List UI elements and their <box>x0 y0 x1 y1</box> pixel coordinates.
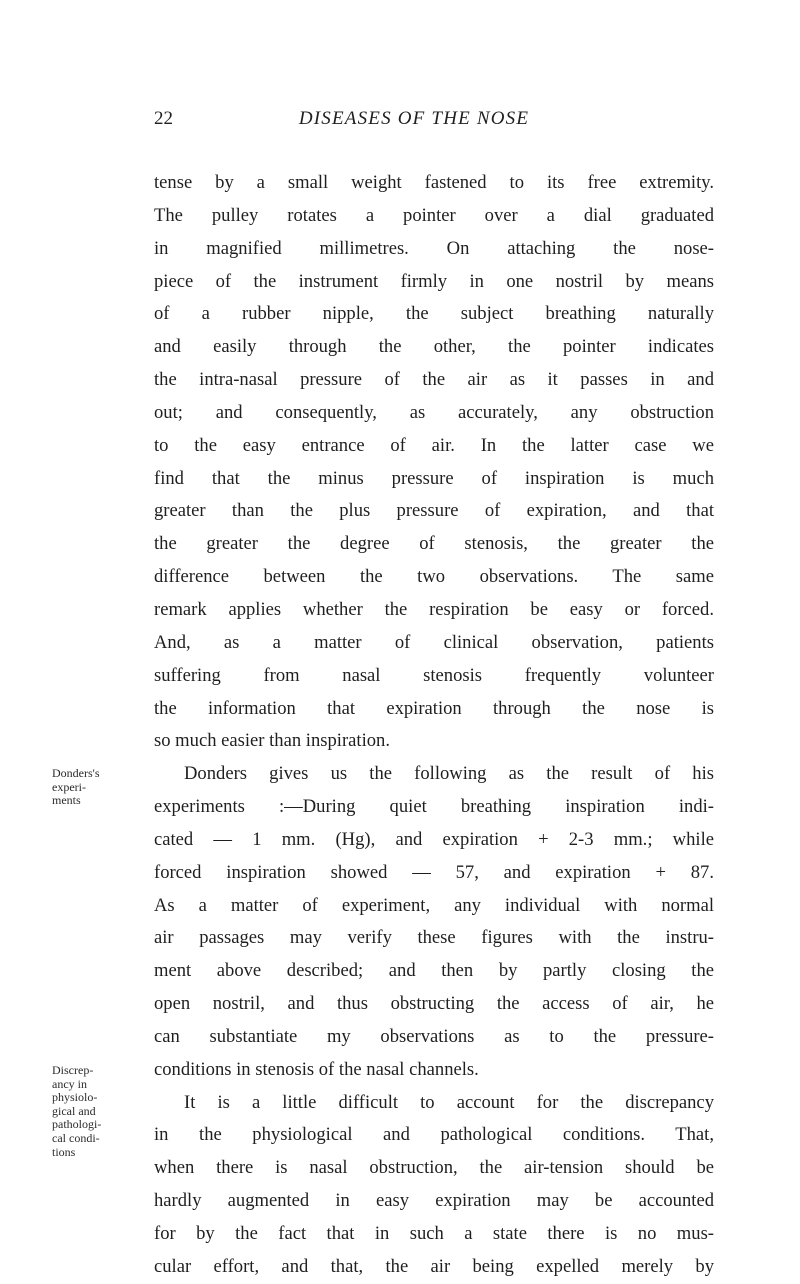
text-line: difference between the two observations. The same <box>154 566 714 588</box>
text-line: the intra-nasal pressure of the air as it passes in and <box>154 369 714 391</box>
text-line: so much easier than inspiration. <box>154 730 390 752</box>
text-line: the information that expiration through the nose is <box>154 697 714 719</box>
text-line: piece of the instrument firmly in one nostril by means <box>154 270 714 292</box>
text-line: hardly augmented in easy expiration may be accounted <box>154 1190 714 1212</box>
text-line: cated — 1 mm. (Hg), and expiration + 2-3 mm.; while <box>154 828 714 850</box>
page-header <box>0 108 800 138</box>
text-line: experiments :—During quiet breathing inspiration indi- <box>154 796 714 818</box>
text-line: And, as a matter of clinical observation, patients <box>154 631 714 653</box>
text-line: air passages may verify these figures with the instru- <box>154 927 714 949</box>
text-line: suffering from nasal stenosis frequently volunteer <box>154 664 714 686</box>
text-line: remark applies whether the respiration be easy or forced. <box>154 598 714 620</box>
text-line: ment above described; and then by partly closing the <box>154 960 714 982</box>
margin-note-line: gical and <box>52 1103 96 1118</box>
text-line: greater than the plus pressure of expiration, and that <box>154 500 714 522</box>
margin-note-line: tions <box>52 1144 76 1159</box>
text-line: and easily through the other, the pointer indicates <box>154 336 714 358</box>
margin-note-discrepancy <box>52 1064 101 1159</box>
text-line: open nostril, and thus obstructing the access of air, he <box>154 993 714 1015</box>
text-line: The pulley rotates a pointer over a dial graduated <box>154 204 714 226</box>
margin-note-line: pathologi- <box>52 1117 102 1132</box>
margin-note-line: physiolo- <box>52 1090 98 1105</box>
margin-note-line: cal condi- <box>52 1130 100 1145</box>
margin-note-line: ancy in <box>52 1076 87 1091</box>
text-line: out; and consequently, as accurately, any obstruction <box>154 401 714 423</box>
text-line: of a rubber nipple, the subject breathing naturally <box>154 303 714 325</box>
text-line: conditions in stenosis of the nasal channels. <box>154 1058 479 1080</box>
text-line: can substantiate my observations as to the pressure- <box>154 1025 714 1047</box>
running-head: DISEASES OF THE NOSE <box>298 108 530 129</box>
text-line: forced inspiration showed — 57, and expiration + 87. <box>154 861 714 883</box>
text-line: cular effort, and that, the air being expelled merely by <box>154 1255 714 1277</box>
margin-note-line: ments <box>52 793 81 808</box>
text-line: in magnified millimetres. On attaching the nose- <box>154 237 714 259</box>
text-line: when there is nasal obstruction, the air-tension should be <box>154 1157 714 1179</box>
margin-note-line: experi- <box>52 779 86 794</box>
text-line: to the easy entrance of air. In the latter case we <box>154 434 714 456</box>
page-number: 22 <box>154 108 173 129</box>
margin-note-line: Donders's <box>52 766 100 780</box>
text-line: in the physiological and pathological conditions. That, <box>154 1124 714 1146</box>
text-line: the greater the degree of stenosis, the greater the <box>154 533 714 555</box>
body-text <box>154 167 714 1284</box>
text-line: As a matter of experiment, any individual with normal <box>154 894 714 916</box>
text-line: tense by a small weight fastened to its free extremity. <box>154 172 714 193</box>
text-line: for by the fact that in such a state there is no mus- <box>154 1223 714 1244</box>
margin-note-donders <box>52 767 100 808</box>
text-line: It is a little difficult to account for the discrepancy <box>184 1091 714 1113</box>
text-line: find that the minus pressure of inspiration is much <box>154 467 714 489</box>
text-line: Donders gives us the following as the result of his <box>184 763 714 785</box>
margin-note-line: Discrep- <box>52 1063 94 1077</box>
